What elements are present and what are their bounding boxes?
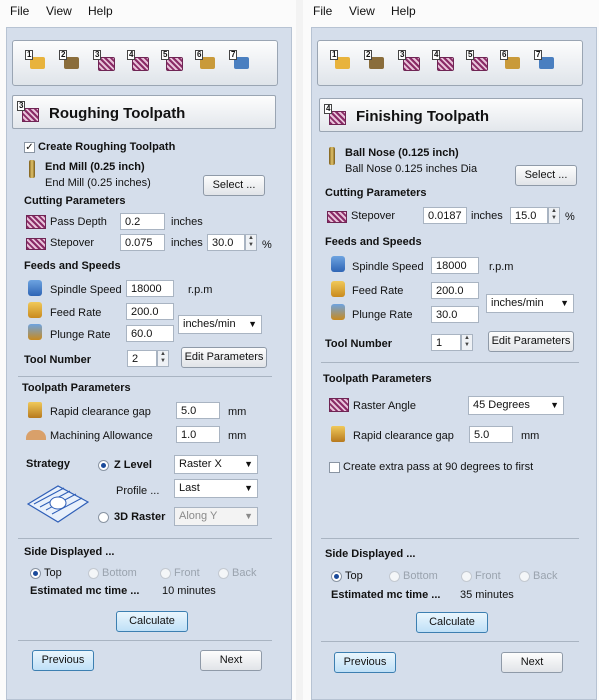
tool-name: Ball Nose (0.125 inch) [345,147,459,159]
spindle-speed-label: Spindle Speed [50,284,122,296]
chevron-down-icon: ▼ [244,483,253,493]
tool-number-label: Tool Number [325,338,393,350]
toolpath-toolbar [12,40,278,86]
zlevel-label: Z Level [114,459,152,471]
chevron-down-icon: ▼ [560,298,569,308]
feed-rate-label: Feed Rate [50,307,102,319]
tool-description: End Mill (0.25 inches) [45,177,151,189]
divider [321,538,579,539]
ball-nose-icon [329,147,335,165]
edit-parameters-button[interactable]: Edit Parameters [488,331,574,352]
plunge-rate-label: Plunge Rate [50,329,111,341]
plunge-rate-input[interactable]: 30.0 [431,306,479,323]
divider [18,640,272,641]
zlevel-select-value: Raster X [179,458,222,470]
cutting-parameters-heading: Cutting Parameters [24,195,126,207]
stepover-icon [26,238,46,250]
finishing-toolpath-icon[interactable]: 4 [127,50,149,72]
zlevel-radio[interactable] [98,460,109,471]
side-bottom-radio[interactable] [389,571,400,582]
stepover-percent-spinner[interactable]: ▲ ▼ [548,207,560,224]
rapid-clearance-input[interactable]: 5.0 [469,426,513,443]
divider [18,538,272,539]
open-folder-icon[interactable]: 1 [330,50,352,72]
side-bottom-label: Bottom [102,567,137,579]
profile-label: Profile ... [116,485,160,497]
machining-allowance-input[interactable]: 1.0 [176,426,220,443]
raster-angle-icon [329,398,349,412]
page-title: Finishing Toolpath [356,108,490,125]
raster3d-radio[interactable] [98,512,109,523]
roughing-panel [0,0,296,700]
select-tool-button[interactable]: Select ... [203,175,265,196]
menu-help[interactable]: Help [391,4,416,18]
zlevel-select[interactable] [174,455,258,474]
rapid-clearance-label: Rapid clearance gap [353,430,454,442]
machining-allowance-label: Machining Allowance [50,430,153,442]
divider [18,376,272,377]
rapid-clearance-icon [331,426,345,442]
raster-angle-select[interactable] [468,396,564,415]
finishing-toolpath-icon: 4 [324,104,346,126]
chevron-down-icon: ▼ [244,511,253,521]
menu-bar [303,0,599,22]
raster-angle-label: Raster Angle [353,400,416,412]
pass-depth-icon [26,215,46,229]
feed-rate-input[interactable]: 200.0 [126,303,174,320]
rate-unit-value: inches/min [491,297,544,309]
percent-sign: % [565,211,575,223]
side-front-radio[interactable] [160,568,171,579]
tool-number-spinner[interactable]: ▲ ▼ [461,334,473,351]
stepover-label: Stepover [351,210,396,222]
tool-number-spinner[interactable]: ▲ ▼ [157,350,169,367]
side-front-label: Front [475,570,501,582]
chevron-down-icon: ▼ [550,400,559,410]
profile-select-value: Last [179,482,200,494]
stepover-input[interactable]: 0.0187 [423,207,467,224]
pass-depth-label: Pass Depth [50,216,107,228]
toolpath-parameters-heading: Toolpath Parameters [323,373,432,385]
select-tool-button[interactable]: Select ... [515,165,577,186]
estimated-time-value: 35 minutes [460,589,514,601]
tool-number-input[interactable]: 1 [431,334,461,351]
spindle-speed-unit: r.p.m [489,261,514,273]
menu-view[interactable]: View [349,4,375,18]
stepover-unit: inches [171,237,203,249]
extra-pass-checkbox[interactable] [329,462,340,473]
menu-file[interactable]: File [10,4,30,18]
feeds-speeds-heading: Feeds and Speeds [325,236,422,248]
rapid-clearance-unit: mm [228,406,247,418]
stepover-input[interactable]: 0.075 [120,234,165,251]
menu-view[interactable]: View [46,4,72,18]
stepover-percent-input[interactable]: 30.0 [207,234,245,251]
menu-help[interactable]: Help [88,4,113,18]
side-displayed-heading: Side Displayed ... [24,546,115,558]
rate-unit-value: inches/min [183,318,236,330]
side-back-radio[interactable] [218,568,229,579]
cutout-toolpath-icon[interactable]: 5 [161,50,183,72]
side-displayed-heading: Side Displayed ... [325,548,416,560]
edit-parameters-button[interactable]: Edit Parameters [181,347,267,368]
finishing-toolpath-icon[interactable]: 4 [432,50,454,72]
preview-toolpath-icon[interactable]: 6 [195,50,217,72]
open-folder-icon[interactable]: 1 [25,50,47,72]
save-toolpath-icon[interactable]: 7 [534,50,556,72]
cutting-parameters-heading: Cutting Parameters [325,187,427,199]
tool-database-icon[interactable]: 2 [59,50,81,72]
chevron-down-icon: ▼ [244,459,253,469]
feed-rate-icon [28,302,42,318]
save-toolpath-icon[interactable]: 7 [229,50,251,72]
next-button[interactable]: Next [200,650,262,671]
pass-depth-input[interactable]: 0.2 [120,213,165,230]
side-back-radio[interactable] [519,571,530,582]
next-button[interactable]: Next [501,652,563,673]
strategy-preview-icon [24,480,92,528]
page-title-box [12,95,276,129]
create-roughing-label: Create Roughing Toolpath [38,141,176,153]
feed-rate-label: Feed Rate [352,285,404,297]
side-top-radio[interactable] [30,568,41,579]
stepover-icon [327,211,347,223]
roughing-toolpath-icon[interactable]: 3 [398,50,420,72]
previous-button[interactable]: Previous [32,650,94,671]
roughing-toolpath-icon: 3 [17,101,39,123]
feeds-speeds-heading: Feeds and Speeds [24,260,121,272]
spindle-speed-unit: r.p.m [188,284,213,296]
tool-description: Ball Nose 0.125 inches Dia [345,163,478,175]
spindle-speed-icon [331,256,345,272]
raster3d-select-value: Along Y [179,510,218,522]
raster3d-select[interactable] [174,507,258,526]
side-back-label: Back [533,570,558,582]
toolpath-toolbar [317,40,583,86]
side-bottom-radio[interactable] [88,568,99,579]
side-top-label: Top [44,567,62,579]
plunge-rate-icon [331,304,345,320]
roughing-toolpath-icon[interactable]: 3 [93,50,115,72]
estimated-time-label: Estimated mc time ... [331,589,441,601]
rate-unit-select[interactable] [178,315,262,334]
side-top-radio[interactable] [331,571,342,582]
toolpath-parameters-heading: Toolpath Parameters [22,382,131,394]
create-roughing-checkbox[interactable]: ✓ [25,142,34,153]
rate-unit-select[interactable] [486,294,574,313]
page-title: Roughing Toolpath [49,105,186,122]
feed-rate-icon [331,281,345,297]
rapid-clearance-unit: mm [521,430,540,442]
tool-number-label: Tool Number [24,354,92,366]
side-front-label: Front [174,567,200,579]
estimated-time-label: Estimated mc time ... [30,585,140,597]
extra-pass-label: Create extra pass at 90 degrees to first [343,461,534,473]
end-mill-icon [29,160,35,178]
calculate-button[interactable]: Calculate [416,612,488,633]
stepover-percent-spinner[interactable]: ▲ ▼ [245,234,257,251]
machining-allowance-icon [26,430,46,440]
side-back-label: Back [232,567,257,579]
estimated-time-value: 10 minutes [162,585,216,597]
stepover-label: Stepover [50,237,95,249]
rapid-clearance-label: Rapid clearance gap [50,406,151,418]
page-title-box [319,98,583,132]
finishing-panel [303,0,599,700]
chevron-down-icon: ▼ [248,319,257,329]
feed-rate-input[interactable]: 200.0 [431,282,479,299]
side-bottom-label: Bottom [403,570,438,582]
tool-database-icon[interactable]: 2 [364,50,386,72]
stepover-percent-input[interactable]: 15.0 [510,207,548,224]
menu-bar [0,0,296,22]
previous-button[interactable]: Previous [334,652,396,673]
cutout-toolpath-icon[interactable]: 5 [466,50,488,72]
percent-sign: % [262,239,272,251]
spindle-speed-label: Spindle Speed [352,261,424,273]
machining-allowance-unit: mm [228,430,247,442]
spindle-speed-icon [28,280,42,296]
divider [321,362,579,363]
side-top-label: Top [345,570,363,582]
plunge-rate-input[interactable]: 60.0 [126,325,174,342]
plunge-rate-label: Plunge Rate [352,309,413,321]
rapid-clearance-input[interactable]: 5.0 [176,402,220,419]
spindle-speed-input[interactable]: 18000 [126,280,174,297]
raster-angle-value: 45 Degrees [473,399,530,411]
calculate-button[interactable]: Calculate [116,611,188,632]
preview-toolpath-icon[interactable]: 6 [500,50,522,72]
tool-number-input[interactable]: 2 [127,350,157,367]
spindle-speed-input[interactable]: 18000 [431,257,479,274]
divider [321,641,579,642]
menu-file[interactable]: File [313,4,333,18]
raster3d-label: 3D Raster [114,511,166,523]
rapid-clearance-icon [28,402,42,418]
stepover-unit: inches [471,210,503,222]
strategy-label: Strategy [26,458,71,470]
plunge-rate-icon [28,324,42,340]
profile-select[interactable] [174,479,258,498]
tool-name: End Mill (0.25 inch) [45,161,145,173]
pass-depth-unit: inches [171,216,203,228]
side-front-radio[interactable] [461,571,472,582]
